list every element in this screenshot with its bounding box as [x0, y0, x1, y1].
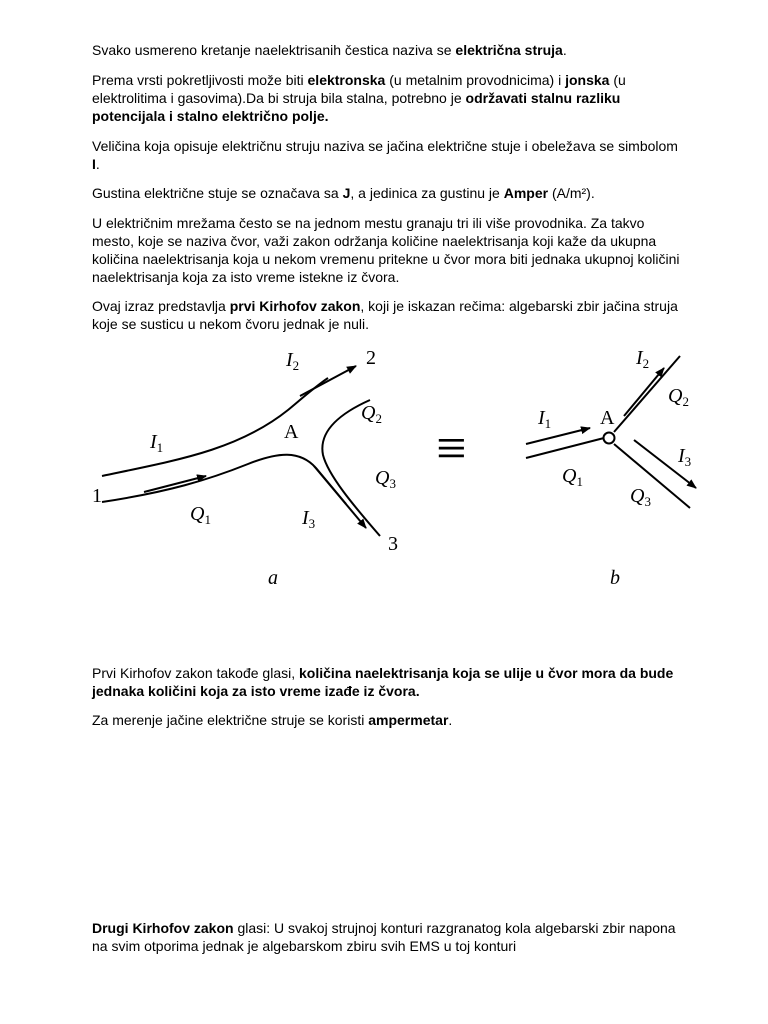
text: , a jedinica za gustinu je [350, 185, 504, 201]
text: Prvi Kirhofov zakon takođe glasi, [92, 665, 299, 681]
text: , koji je iskazan rečima: algebarski zbir jačina struja koje se susticu u nekom čvoru jednak je nuli. [92, 298, 678, 332]
text: (u metalnim provodnicima) i [385, 72, 566, 88]
text: Veličina koja opisuje električnu struju naziva se jačina električne stuje i obeležava se simbolom [92, 138, 678, 154]
node-b-label: A [600, 407, 615, 429]
label-a-q2: $Q_2$ [361, 402, 382, 426]
arrow-i3 [314, 466, 366, 528]
text: glasi: U svakoj strujnoj konturi razgranatog kola algebarski zbir napona na svim otporima jednak je algebarskom zbiru svih EMS u toj konturi [92, 920, 676, 954]
label-a-i2: $I_2$ [286, 349, 300, 373]
label-b-i1: $I_1$ [538, 407, 552, 431]
kirchhoff-node-figure [88, 340, 708, 600]
paragraph-types [92, 71, 682, 125]
label-b-i3: $I_3$ [678, 445, 692, 469]
paragraph-intensity [92, 137, 682, 173]
paragraph-node [92, 214, 682, 286]
node-a-label: A [284, 421, 299, 443]
label-a-i3: $I_3$ [302, 507, 316, 531]
bold-term: ampermetar [368, 712, 449, 728]
label-b-q1: $Q_1$ [562, 465, 583, 489]
bold-term: J [342, 185, 351, 201]
paragraph-ammeter [92, 711, 682, 729]
node-b [604, 433, 615, 444]
text: (A/m²). [548, 185, 595, 201]
label-a-q3: $Q_3$ [375, 467, 396, 491]
paragraph-first-law [92, 297, 682, 333]
diagram-a [102, 366, 380, 536]
bold-term: održavati stalnu razliku potencijala i stalno električno polje. [92, 90, 621, 124]
text: . [448, 712, 453, 728]
text: U električnim mrežama često se na jednom mestu granaju tri ili više provodnika. Za takvo mesto, koje se naziva čvor, važi zakon održanja količine naelektrisanja koji kaže da ukupna količina naelektrisanja koja u nekom vremenu pritekne u čvor mora biti jednaka ukupnoj količini naelektrisanja koja za isto vreme istekne iz čvora. [92, 215, 680, 285]
bold-term: I [92, 156, 96, 172]
bold-term: elektronska [307, 72, 386, 88]
bold-term: Amper [503, 185, 549, 201]
branch-number-3: 3 [388, 533, 398, 555]
arrow-i2 [300, 366, 356, 396]
bold-term: prvi Kirhofov zakon [229, 298, 361, 314]
text: Ovaj izraz predstavlja [92, 298, 230, 314]
branch-number-1: 1 [92, 485, 102, 507]
label-a-q1: $Q_1$ [190, 503, 211, 527]
bold-term: električna struja [455, 42, 563, 58]
label-b-q3: $Q_3$ [630, 485, 651, 509]
paragraph-second-law [92, 919, 682, 955]
diagram-b-labels [537, 347, 691, 589]
label-b-q2: $Q_2$ [668, 385, 689, 409]
text: Prema vrsti pokretljivosti može biti [92, 72, 308, 88]
text: Za merenje jačine električne struje se koristi [92, 712, 369, 728]
paragraph-definition [92, 41, 682, 59]
arrow-b-i1 [526, 428, 590, 444]
arrow-b-i2 [624, 368, 664, 416]
text: Svako usmereno kretanje naelektrisanih čestica naziva se [92, 42, 456, 58]
conductor-lower-edge [102, 455, 346, 504]
label-b-i2: $I_2$ [636, 347, 650, 371]
bold-term: jonska [565, 72, 610, 88]
arrow-i1 [144, 476, 206, 492]
text: . [562, 42, 567, 58]
paragraph-first-law-restated [92, 664, 682, 700]
paragraph-density [92, 184, 682, 202]
bold-term: količina naelektrisanja koja se ulije u čvor mora da bude jednaka količini koja za isto vreme izađe iz čvora. [92, 665, 674, 699]
text: . [95, 156, 100, 172]
equivalence-sign: ≡ [436, 418, 467, 478]
diagram-b [526, 356, 696, 508]
caption-b: b [610, 567, 620, 589]
caption-a: a [268, 567, 278, 589]
label-a-i1: $I_1$ [150, 431, 164, 455]
bold-term: Drugi Kirhofov zakon [92, 920, 234, 936]
text: Gustina električne stuje se označava sa [92, 185, 343, 201]
branch-number-2: 2 [366, 347, 376, 369]
text: (u elektrolitima i gasovima).Da bi struja bila stalna, potrebno je [92, 72, 626, 106]
